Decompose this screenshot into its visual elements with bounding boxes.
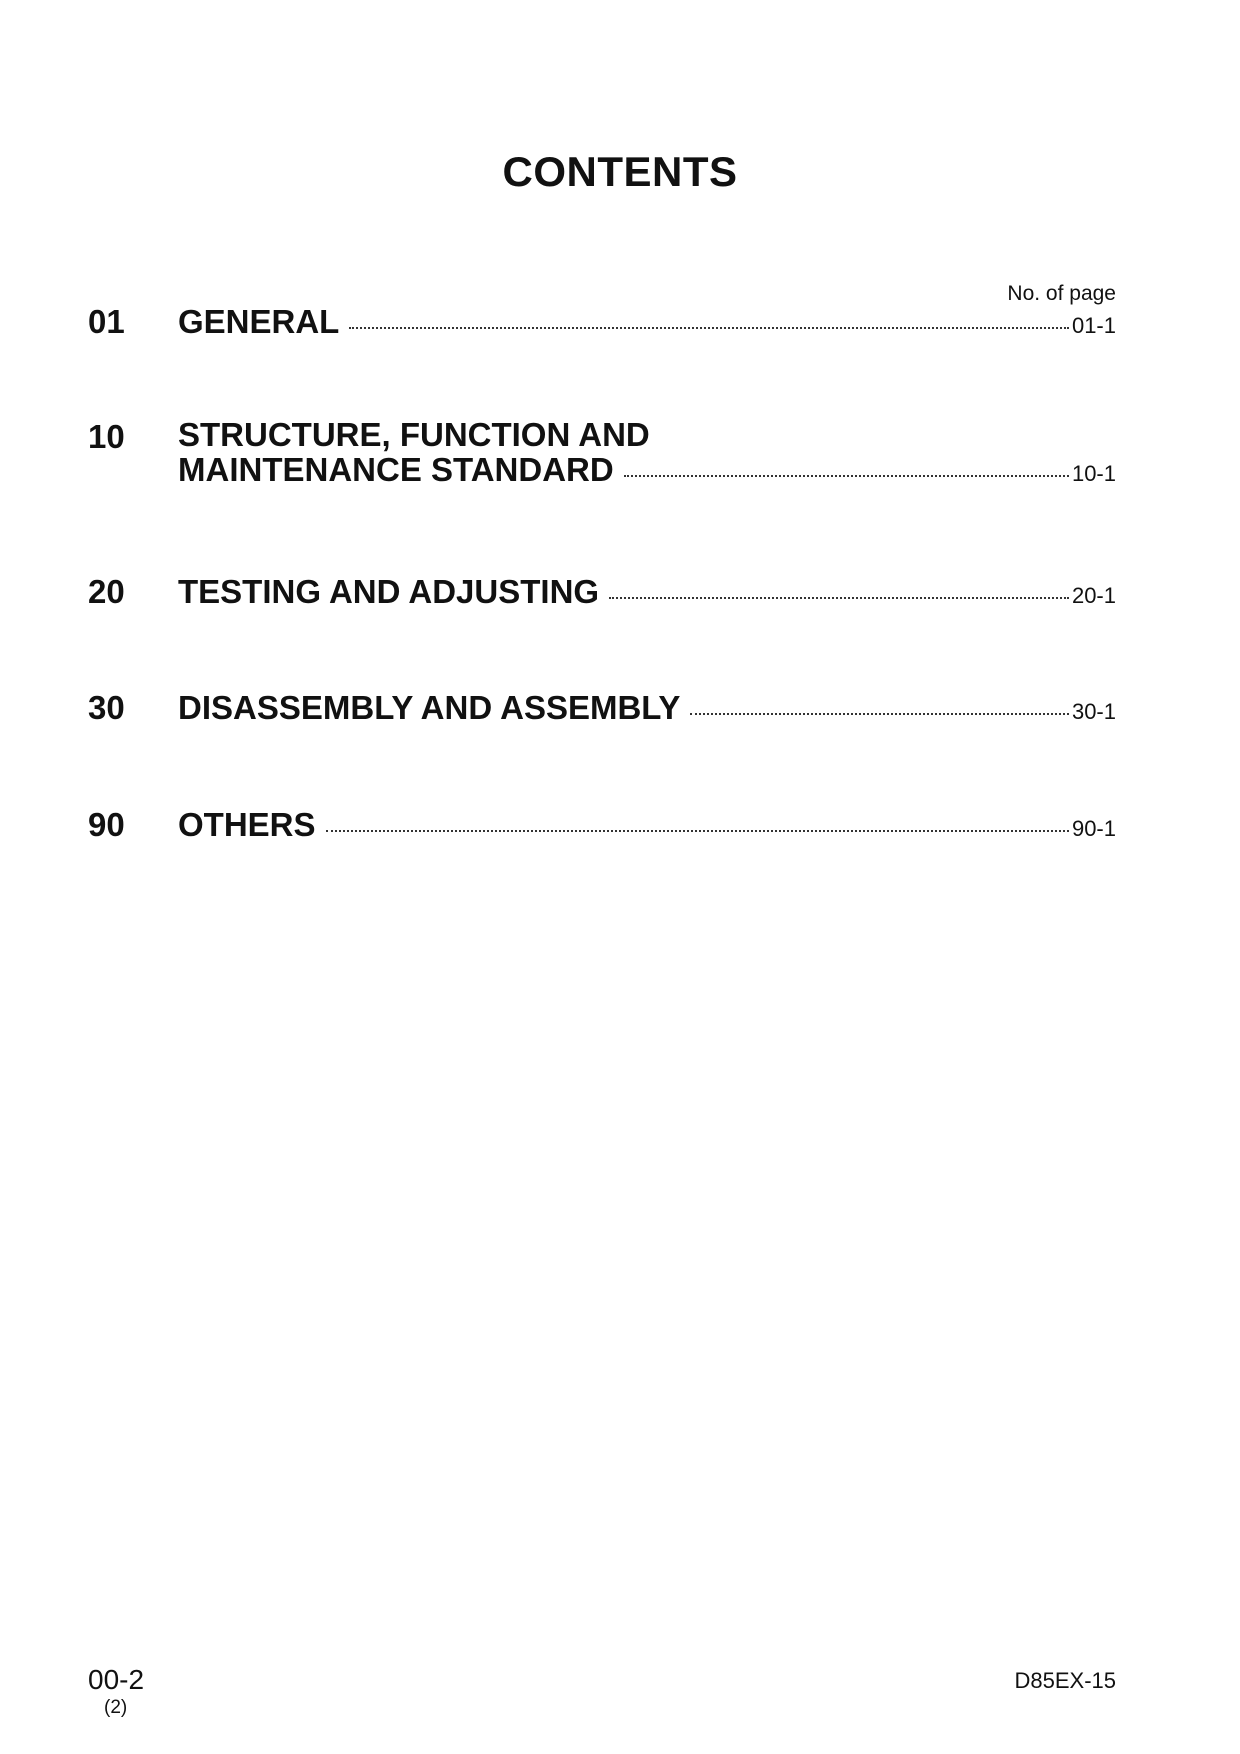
dot-leader xyxy=(624,475,1069,477)
section-number: 20 xyxy=(88,573,125,610)
section-number: 01 xyxy=(88,303,125,340)
dot-leader xyxy=(609,597,1069,599)
page-column-header: No. of page xyxy=(1007,282,1116,305)
section-title: GENERAL xyxy=(178,303,340,340)
toc-line xyxy=(178,575,1116,608)
toc-entry-disassembly[interactable] xyxy=(0,686,1240,766)
toc-entry-testing[interactable] xyxy=(0,570,1240,650)
dot-leader xyxy=(690,713,1069,715)
toc-line xyxy=(178,453,1116,486)
section-title: TESTING AND ADJUSTING xyxy=(178,573,600,610)
section-number: 90 xyxy=(88,806,125,843)
section-title-line-2: MAINTENANCE STANDARD xyxy=(178,451,614,488)
dot-leader xyxy=(349,327,1069,329)
section-page: 20-1 xyxy=(1071,583,1116,608)
section-page: 90-1 xyxy=(1071,816,1116,841)
toc-entry-general[interactable] xyxy=(0,300,1240,380)
section-title: DISASSEMBLY AND ASSEMBLY xyxy=(178,689,681,726)
footer-model: D85EX-15 xyxy=(1014,1668,1116,1693)
toc-entry-structure[interactable] xyxy=(0,415,1240,525)
toc-entry-others[interactable] xyxy=(0,803,1240,883)
footer-revision: (2) xyxy=(104,1697,128,1718)
page-title: CONTENTS xyxy=(502,148,738,195)
section-page: 30-1 xyxy=(1071,699,1116,724)
footer-page-number: 00-2 xyxy=(88,1664,145,1695)
section-page: 10-1 xyxy=(1071,461,1116,486)
section-page: 01-1 xyxy=(1071,313,1116,338)
dot-leader xyxy=(326,830,1069,832)
toc-line xyxy=(178,305,1116,338)
section-title: OTHERS xyxy=(178,806,316,843)
toc-line xyxy=(178,691,1116,724)
toc-line xyxy=(178,808,1116,841)
section-number: 10 xyxy=(88,418,125,455)
section-number: 30 xyxy=(88,689,125,726)
section-title-line-1: STRUCTURE, FUNCTION AND xyxy=(178,416,650,453)
